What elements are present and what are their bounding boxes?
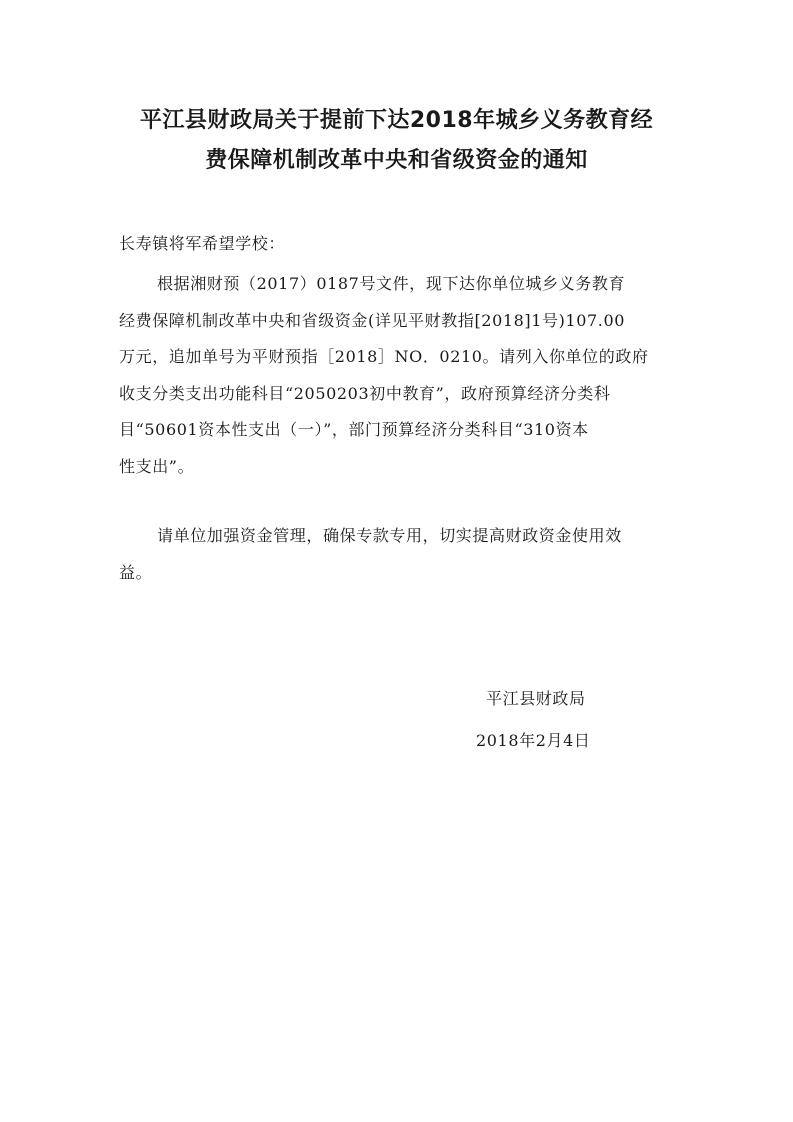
salutation: 长寿镇将军希望学校： bbox=[119, 234, 286, 253]
signature-date: 2018年2月4日 bbox=[476, 731, 591, 750]
paragraph-1-line: 万元，追加单号为平财预指［2018］NO．0210。请列入你单位的政府 bbox=[119, 347, 649, 366]
paragraph-1-line: 性支出”。 bbox=[119, 456, 195, 476]
paragraph-1-line: 经费保障机制改革中央和省级资金(详见平财教指[2018]1号)107.00 bbox=[119, 310, 626, 330]
paragraph-2-line: 益。 bbox=[119, 562, 153, 582]
signature-organization: 平江县财政局 bbox=[486, 689, 586, 708]
paragraph-1-line: 根据湘财预（2017）0187号文件，现下达你单位城乡义务教育 bbox=[157, 274, 626, 293]
paragraph-1-line: 目“50601资本性支出（一）”，部门预算经济分类科目“310资本 bbox=[119, 420, 589, 439]
document-title-line-2: 费保障机制改革中央和省级资金的通知 bbox=[205, 148, 588, 173]
paragraph-1-line: 收支分类支出功能科目“2050203初中教育”，政府预算经济分类科 bbox=[119, 383, 611, 403]
paragraph-2-line: 请单位加强资金管理，确保专款专用，切实提高财政资金使用效 bbox=[157, 526, 622, 545]
document-title-line-1: 平江县财政局关于提前下达2018年城乡义务教育经 bbox=[139, 108, 654, 133]
